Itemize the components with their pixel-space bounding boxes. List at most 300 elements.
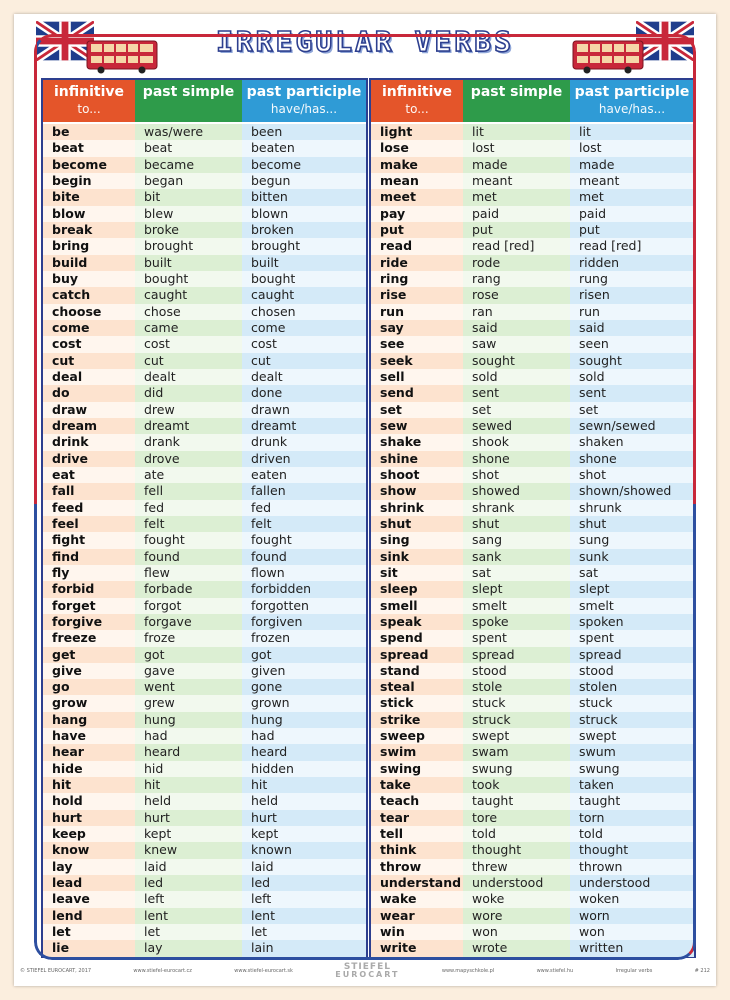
verb-infinitive: teach	[371, 793, 463, 809]
verb-infinitive: leave	[43, 891, 135, 907]
verb-infinitive: bring	[43, 238, 135, 254]
verb-infinitive: lie	[43, 940, 135, 956]
verb-past-participle: put	[570, 222, 694, 238]
table-row	[371, 695, 694, 711]
verb-past-simple: bought	[135, 271, 242, 287]
verb-past-simple: found	[135, 549, 242, 565]
verb-infinitive: freeze	[43, 630, 135, 646]
table-row	[371, 336, 694, 352]
table-row	[43, 206, 366, 222]
verb-past-participle: swept	[570, 728, 694, 744]
table-row	[371, 924, 694, 940]
verb-past-simple: forgave	[135, 614, 242, 630]
verb-infinitive: shoot	[371, 467, 463, 483]
verb-past-simple: stuck	[463, 695, 570, 711]
product-code: # 212	[694, 968, 710, 974]
table-row	[371, 467, 694, 483]
verb-past-simple: spent	[463, 630, 570, 646]
verb-past-participle: flown	[242, 565, 366, 581]
verb-infinitive: keep	[43, 826, 135, 842]
verb-infinitive: break	[43, 222, 135, 238]
header-past-simple: past simple	[135, 80, 242, 122]
verb-past-participle: fallen	[242, 483, 366, 499]
verb-past-simple: sang	[463, 532, 570, 548]
verb-infinitive: rise	[371, 287, 463, 303]
verb-past-participle: lain	[242, 940, 366, 956]
verb-past-participle: sat	[570, 565, 694, 581]
verb-past-simple: went	[135, 679, 242, 695]
table-row	[43, 744, 366, 760]
verb-infinitive: know	[43, 842, 135, 858]
verb-infinitive: sell	[371, 369, 463, 385]
verb-past-participle: driven	[242, 451, 366, 467]
table-row	[43, 532, 366, 548]
website-link[interactable]: www.stiefel-eurocart.cz	[133, 968, 192, 974]
table-row	[43, 728, 366, 744]
verb-past-simple: rose	[463, 287, 570, 303]
verb-infinitive: swing	[371, 761, 463, 777]
verb-past-simple: blew	[135, 206, 242, 222]
verb-past-participle: forbidden	[242, 581, 366, 597]
verb-past-participle: smelt	[570, 598, 694, 614]
table-row	[371, 451, 694, 467]
verb-past-simple: ate	[135, 467, 242, 483]
verb-infinitive: drink	[43, 434, 135, 450]
verb-past-simple: swam	[463, 744, 570, 760]
verb-past-participle: kept	[242, 826, 366, 842]
verb-past-simple: made	[463, 157, 570, 173]
table-row	[371, 940, 694, 956]
verb-past-participle: bought	[242, 271, 366, 287]
website-link[interactable]: www.mapyschkole.pl	[441, 968, 495, 974]
header-past-participle: past participle have/has...	[570, 80, 694, 122]
table-row	[371, 124, 694, 140]
verb-infinitive: throw	[371, 859, 463, 875]
verb-infinitive: beat	[43, 140, 135, 156]
verb-past-participle: eaten	[242, 467, 366, 483]
verb-past-simple: shrank	[463, 500, 570, 516]
table-row	[371, 385, 694, 401]
verb-past-participle: stood	[570, 663, 694, 679]
table-row	[371, 238, 694, 254]
verb-past-simple: grew	[135, 695, 242, 711]
verb-infinitive: grow	[43, 695, 135, 711]
verb-past-participle: shaken	[570, 434, 694, 450]
verb-infinitive: tear	[371, 810, 463, 826]
verb-past-simple: bit	[135, 189, 242, 205]
verb-infinitive: stand	[371, 663, 463, 679]
verb-past-participle: frozen	[242, 630, 366, 646]
verb-infinitive: get	[43, 647, 135, 663]
verb-past-simple: smelt	[463, 598, 570, 614]
website-link[interactable]: www.stiefel-eurocart.sk	[234, 968, 293, 974]
verb-infinitive: bite	[43, 189, 135, 205]
table-row	[43, 614, 366, 630]
verb-past-participle: sewn/sewed	[570, 418, 694, 434]
verb-past-participle: struck	[570, 712, 694, 728]
verb-past-participle: sunk	[570, 549, 694, 565]
verb-past-simple: gave	[135, 663, 242, 679]
table-row	[371, 369, 694, 385]
footer	[20, 960, 710, 982]
verb-infinitive: pay	[371, 206, 463, 222]
verb-past-simple: drove	[135, 451, 242, 467]
verb-infinitive: wear	[371, 908, 463, 924]
verb-infinitive: make	[371, 157, 463, 173]
verb-infinitive: hurt	[43, 810, 135, 826]
verb-past-participle: brought	[242, 238, 366, 254]
table-row	[371, 320, 694, 336]
table-row	[43, 647, 366, 663]
verb-past-participle: cost	[242, 336, 366, 352]
verb-past-simple: paid	[463, 206, 570, 222]
verb-past-simple: chose	[135, 304, 242, 320]
verb-infinitive: build	[43, 255, 135, 271]
verb-infinitive: sit	[371, 565, 463, 581]
verb-infinitive: spread	[371, 647, 463, 663]
verb-infinitive: run	[371, 304, 463, 320]
verb-infinitive: smell	[371, 598, 463, 614]
verb-infinitive: swim	[371, 744, 463, 760]
verb-infinitive: sew	[371, 418, 463, 434]
verb-past-simple: shot	[463, 467, 570, 483]
page-title: IRREGULAR VERBS	[216, 25, 514, 58]
verb-past-participle: led	[242, 875, 366, 891]
table-row	[43, 434, 366, 450]
verb-past-simple: left	[135, 891, 242, 907]
table-row	[371, 271, 694, 287]
table-row	[43, 516, 366, 532]
verb-past-simple: met	[463, 189, 570, 205]
verb-past-simple: hung	[135, 712, 242, 728]
header-past-participle: past participle have/has...	[242, 80, 366, 122]
verb-past-participle: met	[570, 189, 694, 205]
verb-past-simple: showed	[463, 483, 570, 499]
publisher-logo: STIEFEL EUROCART	[335, 962, 400, 979]
verb-past-simple: came	[135, 320, 242, 336]
verb-infinitive: hear	[43, 744, 135, 760]
verb-past-simple: swung	[463, 761, 570, 777]
table-header	[371, 80, 694, 122]
verb-past-participle: spoken	[570, 614, 694, 630]
verb-infinitive: stick	[371, 695, 463, 711]
verb-past-participle: heard	[242, 744, 366, 760]
verb-past-simple: lit	[463, 124, 570, 140]
verb-past-simple: hit	[135, 777, 242, 793]
verb-infinitive: let	[43, 924, 135, 940]
table-row	[371, 793, 694, 809]
table-row	[371, 532, 694, 548]
verb-past-simple: shone	[463, 451, 570, 467]
verb-infinitive: seek	[371, 353, 463, 369]
verb-past-simple: was/were	[135, 124, 242, 140]
table-row	[371, 222, 694, 238]
table-row	[371, 875, 694, 891]
verb-past-simple: led	[135, 875, 242, 891]
verb-infinitive: catch	[43, 287, 135, 303]
header-infinitive: infinitive to...	[371, 80, 463, 122]
verb-infinitive: forbid	[43, 581, 135, 597]
table-row	[371, 908, 694, 924]
verb-infinitive: dream	[43, 418, 135, 434]
table-row	[43, 549, 366, 565]
verb-past-participle: held	[242, 793, 366, 809]
verb-infinitive: eat	[43, 467, 135, 483]
verb-past-participle: made	[570, 157, 694, 173]
verb-past-participle: left	[242, 891, 366, 907]
table-row	[43, 402, 366, 418]
verb-past-simple: dealt	[135, 369, 242, 385]
verb-past-participle: bitten	[242, 189, 366, 205]
verb-past-simple: lost	[463, 140, 570, 156]
verb-past-participle: drunk	[242, 434, 366, 450]
table-row	[43, 173, 366, 189]
verb-infinitive: feed	[43, 500, 135, 516]
verb-infinitive: give	[43, 663, 135, 679]
verb-past-participle: laid	[242, 859, 366, 875]
verb-past-simple: flew	[135, 565, 242, 581]
verb-past-simple: lay	[135, 940, 242, 956]
table-row	[43, 369, 366, 385]
verb-past-participle: rung	[570, 271, 694, 287]
verb-past-participle: shown/showed	[570, 483, 694, 499]
verb-past-simple: set	[463, 402, 570, 418]
verb-past-participle: woken	[570, 891, 694, 907]
verb-infinitive: cut	[43, 353, 135, 369]
verb-infinitive: fight	[43, 532, 135, 548]
verb-past-simple: heard	[135, 744, 242, 760]
verb-infinitive: read	[371, 238, 463, 254]
verb-infinitive: show	[371, 483, 463, 499]
verb-infinitive: forgive	[43, 614, 135, 630]
verb-infinitive: hit	[43, 777, 135, 793]
verb-past-simple: sewed	[463, 418, 570, 434]
verb-infinitive: hold	[43, 793, 135, 809]
table-row	[43, 826, 366, 842]
verb-past-participle: set	[570, 402, 694, 418]
verb-past-simple: swept	[463, 728, 570, 744]
verb-past-participle: ridden	[570, 255, 694, 271]
verbs-table-right	[369, 78, 696, 958]
verb-past-participle: become	[242, 157, 366, 173]
verb-past-simple: did	[135, 385, 242, 401]
verb-past-participle: sold	[570, 369, 694, 385]
table-row	[43, 793, 366, 809]
verb-past-participle: cut	[242, 353, 366, 369]
verb-past-participle: lost	[570, 140, 694, 156]
verb-past-participle: been	[242, 124, 366, 140]
verb-infinitive: lose	[371, 140, 463, 156]
verb-past-participle: found	[242, 549, 366, 565]
verb-infinitive: cost	[43, 336, 135, 352]
verb-infinitive: shake	[371, 434, 463, 450]
verb-past-participle: sought	[570, 353, 694, 369]
table-row	[43, 304, 366, 320]
verb-past-simple: sought	[463, 353, 570, 369]
table-row	[371, 810, 694, 826]
verb-infinitive: shut	[371, 516, 463, 532]
table-row	[43, 287, 366, 303]
verb-past-simple: drew	[135, 402, 242, 418]
verb-past-simple: slept	[463, 581, 570, 597]
verb-infinitive: find	[43, 549, 135, 565]
verb-infinitive: meet	[371, 189, 463, 205]
verb-infinitive: sweep	[371, 728, 463, 744]
verb-past-simple: sent	[463, 385, 570, 401]
verb-infinitive: speak	[371, 614, 463, 630]
verb-past-participle: known	[242, 842, 366, 858]
table-row	[43, 875, 366, 891]
verb-past-simple: wore	[463, 908, 570, 924]
table-row	[371, 728, 694, 744]
verb-past-simple: began	[135, 173, 242, 189]
verb-past-simple: told	[463, 826, 570, 842]
product-name: Irregular verbs	[615, 968, 653, 974]
table-row	[43, 320, 366, 336]
table-row	[371, 581, 694, 597]
table-row	[43, 924, 366, 940]
verb-past-simple: held	[135, 793, 242, 809]
verb-infinitive: wake	[371, 891, 463, 907]
verb-rows	[371, 124, 694, 957]
verb-past-simple: broke	[135, 222, 242, 238]
verb-past-simple: spoke	[463, 614, 570, 630]
verb-past-simple: forbade	[135, 581, 242, 597]
verb-past-participle: paid	[570, 206, 694, 222]
verb-past-participle: spent	[570, 630, 694, 646]
verb-past-simple: rang	[463, 271, 570, 287]
verb-infinitive: strike	[371, 712, 463, 728]
verb-infinitive: forget	[43, 598, 135, 614]
table-row	[43, 140, 366, 156]
verb-past-participle: swung	[570, 761, 694, 777]
verb-past-simple: got	[135, 647, 242, 663]
verb-past-simple: cut	[135, 353, 242, 369]
verb-past-participle: lent	[242, 908, 366, 924]
verb-past-participle: hidden	[242, 761, 366, 777]
verb-infinitive: steal	[371, 679, 463, 695]
uk-flag-right-icon	[636, 21, 694, 61]
table-row	[43, 663, 366, 679]
table-row	[371, 565, 694, 581]
table-row	[43, 238, 366, 254]
verb-infinitive: lay	[43, 859, 135, 875]
verb-infinitive: have	[43, 728, 135, 744]
table-row	[43, 418, 366, 434]
verb-past-simple: shut	[463, 516, 570, 532]
table-row	[371, 647, 694, 663]
verb-past-simple: won	[463, 924, 570, 940]
table-row	[371, 516, 694, 532]
verb-past-simple: let	[135, 924, 242, 940]
verb-infinitive: see	[371, 336, 463, 352]
header-infinitive: infinitive to...	[43, 80, 135, 122]
verb-past-simple: froze	[135, 630, 242, 646]
verb-past-simple: kept	[135, 826, 242, 842]
verb-past-simple: threw	[463, 859, 570, 875]
verb-past-simple: ran	[463, 304, 570, 320]
verb-past-participle: shrunk	[570, 500, 694, 516]
verb-infinitive: tell	[371, 826, 463, 842]
verb-infinitive: shine	[371, 451, 463, 467]
verb-past-simple: meant	[463, 173, 570, 189]
verb-past-participle: stuck	[570, 695, 694, 711]
verb-past-simple: tore	[463, 810, 570, 826]
table-header	[43, 80, 366, 122]
verb-infinitive: send	[371, 385, 463, 401]
verb-past-simple: taught	[463, 793, 570, 809]
verb-past-participle: forgotten	[242, 598, 366, 614]
verb-past-simple: sank	[463, 549, 570, 565]
verb-past-participle: spread	[570, 647, 694, 663]
verb-past-participle: grown	[242, 695, 366, 711]
table-row	[371, 140, 694, 156]
table-row	[43, 353, 366, 369]
verb-infinitive: do	[43, 385, 135, 401]
table-row	[371, 353, 694, 369]
verb-past-simple: read [red]	[463, 238, 570, 254]
verb-past-simple: felt	[135, 516, 242, 532]
verb-past-participle: broken	[242, 222, 366, 238]
table-row	[371, 206, 694, 222]
verb-past-participle: chosen	[242, 304, 366, 320]
verb-infinitive: become	[43, 157, 135, 173]
verb-past-participle: forgiven	[242, 614, 366, 630]
table-row	[43, 679, 366, 695]
verb-infinitive: deal	[43, 369, 135, 385]
verb-infinitive: hang	[43, 712, 135, 728]
verb-infinitive: ride	[371, 255, 463, 271]
verb-past-participle: blown	[242, 206, 366, 222]
verb-past-participle: felt	[242, 516, 366, 532]
verb-past-participle: begun	[242, 173, 366, 189]
verb-past-simple: cost	[135, 336, 242, 352]
verb-infinitive: come	[43, 320, 135, 336]
verb-infinitive: lead	[43, 875, 135, 891]
verb-infinitive: fly	[43, 565, 135, 581]
verb-past-participle: read [red]	[570, 238, 694, 254]
verb-past-participle: shut	[570, 516, 694, 532]
website-link[interactable]: www.stiefel.hu	[536, 968, 574, 974]
verb-infinitive: lend	[43, 908, 135, 924]
red-bus-left-icon	[86, 40, 158, 74]
table-row	[43, 271, 366, 287]
verb-past-participle: risen	[570, 287, 694, 303]
table-row	[43, 336, 366, 352]
verb-infinitive: sink	[371, 549, 463, 565]
verb-past-simple: built	[135, 255, 242, 271]
verb-past-participle: got	[242, 647, 366, 663]
table-row	[371, 157, 694, 173]
verb-infinitive: ring	[371, 271, 463, 287]
verb-past-participle: sent	[570, 385, 694, 401]
verb-infinitive: draw	[43, 402, 135, 418]
table-row	[371, 777, 694, 793]
verb-past-participle: beaten	[242, 140, 366, 156]
table-row	[43, 712, 366, 728]
verb-past-participle: built	[242, 255, 366, 271]
table-row	[43, 157, 366, 173]
verb-past-participle: hit	[242, 777, 366, 793]
table-row	[371, 189, 694, 205]
verb-past-participle: seen	[570, 336, 694, 352]
verb-past-participle: shone	[570, 451, 694, 467]
verb-past-simple: hurt	[135, 810, 242, 826]
table-row	[43, 810, 366, 826]
table-row	[371, 842, 694, 858]
verb-past-participle: given	[242, 663, 366, 679]
verb-past-simple: hid	[135, 761, 242, 777]
